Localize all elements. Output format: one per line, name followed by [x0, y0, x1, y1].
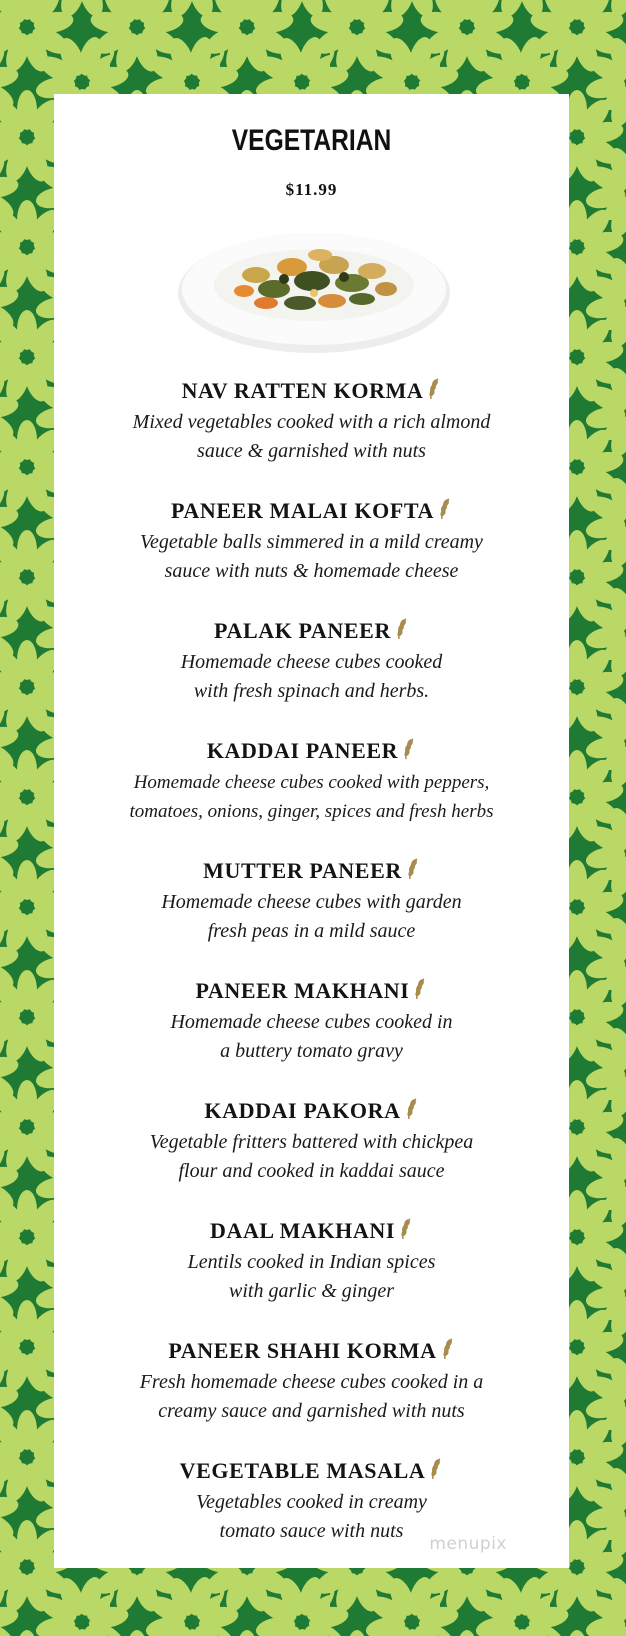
leaf-icon — [413, 978, 427, 1007]
watermark-text: menupix — [429, 1534, 507, 1554]
item-description: Homemade cheese cubes cooked with peppers, tomatoes, onions, ginger, spices and fresh herbs — [129, 772, 494, 822]
item-description: Homemade cheese cubes cooked in a buttery tomato gravy — [170, 1011, 453, 1062]
leaf-icon — [402, 738, 416, 767]
menu-item — [54, 617, 569, 737]
item-name: DAAL MAKHANI — [209, 1218, 396, 1243]
leaf-icon — [441, 1338, 455, 1367]
item-description: Homemade cheese cubes cooked with fresh spinach and herbs. — [180, 651, 443, 702]
item-name: PANEER MAKHANI — [195, 978, 410, 1003]
item-description: Vegetable balls simmered in a mild creamy sauce with nuts & homemade cheese — [140, 531, 483, 582]
menu-items-list — [54, 377, 569, 1577]
leaf-icon — [406, 858, 420, 887]
menu-item — [54, 1457, 569, 1577]
item-name: NAV RATTEN KORMA — [181, 378, 424, 403]
item-description: Vegetable fritters battered with chickpea flour and cooked in kaddai sauce — [149, 1131, 474, 1182]
item-description: Homemade cheese cubes with garden fresh peas in a mild sauce — [161, 891, 462, 942]
item-description: Lentils cooked in Indian spices with garlic & ginger — [187, 1251, 436, 1302]
menu-item — [54, 497, 569, 617]
leaf-icon — [399, 1218, 413, 1247]
leaf-icon — [429, 1458, 443, 1487]
leaf-icon — [405, 1098, 419, 1127]
item-name: VEGETABLE MASALA — [179, 1458, 426, 1483]
menu-item — [54, 1337, 569, 1457]
item-name: PANEER MALAI KOFTA — [171, 498, 434, 523]
menu-item — [54, 857, 569, 977]
item-name: PALAK PANEER — [214, 618, 391, 643]
section-title: VEGETARIAN — [231, 124, 392, 157]
item-description: Mixed vegetables cooked with a rich almond sauce & garnished with nuts — [132, 411, 491, 462]
leaf-icon — [438, 498, 452, 527]
menu-item — [54, 1217, 569, 1337]
item-description: Vegetables cooked in creamy tomato sauce with nuts — [196, 1491, 427, 1542]
vegetable-dish-image — [174, 219, 454, 359]
leaf-icon — [427, 378, 441, 407]
leaf-icon — [395, 618, 409, 647]
item-name: PANEER SHAHI KORMA — [168, 1338, 437, 1363]
menu-item — [54, 737, 569, 857]
menu-item — [54, 1097, 569, 1217]
item-name: KADDAI PANEER — [206, 738, 399, 763]
item-name: KADDAI PAKORA — [204, 1098, 401, 1123]
menu-panel — [54, 94, 569, 1568]
menu-item — [54, 377, 569, 497]
section-price: $11.99 — [285, 180, 338, 199]
item-description: Fresh homemade cheese cubes cooked in a creamy sauce and garnished with nuts — [139, 1371, 484, 1422]
menu-item — [54, 977, 569, 1097]
item-name: MUTTER PANEER — [203, 858, 402, 883]
